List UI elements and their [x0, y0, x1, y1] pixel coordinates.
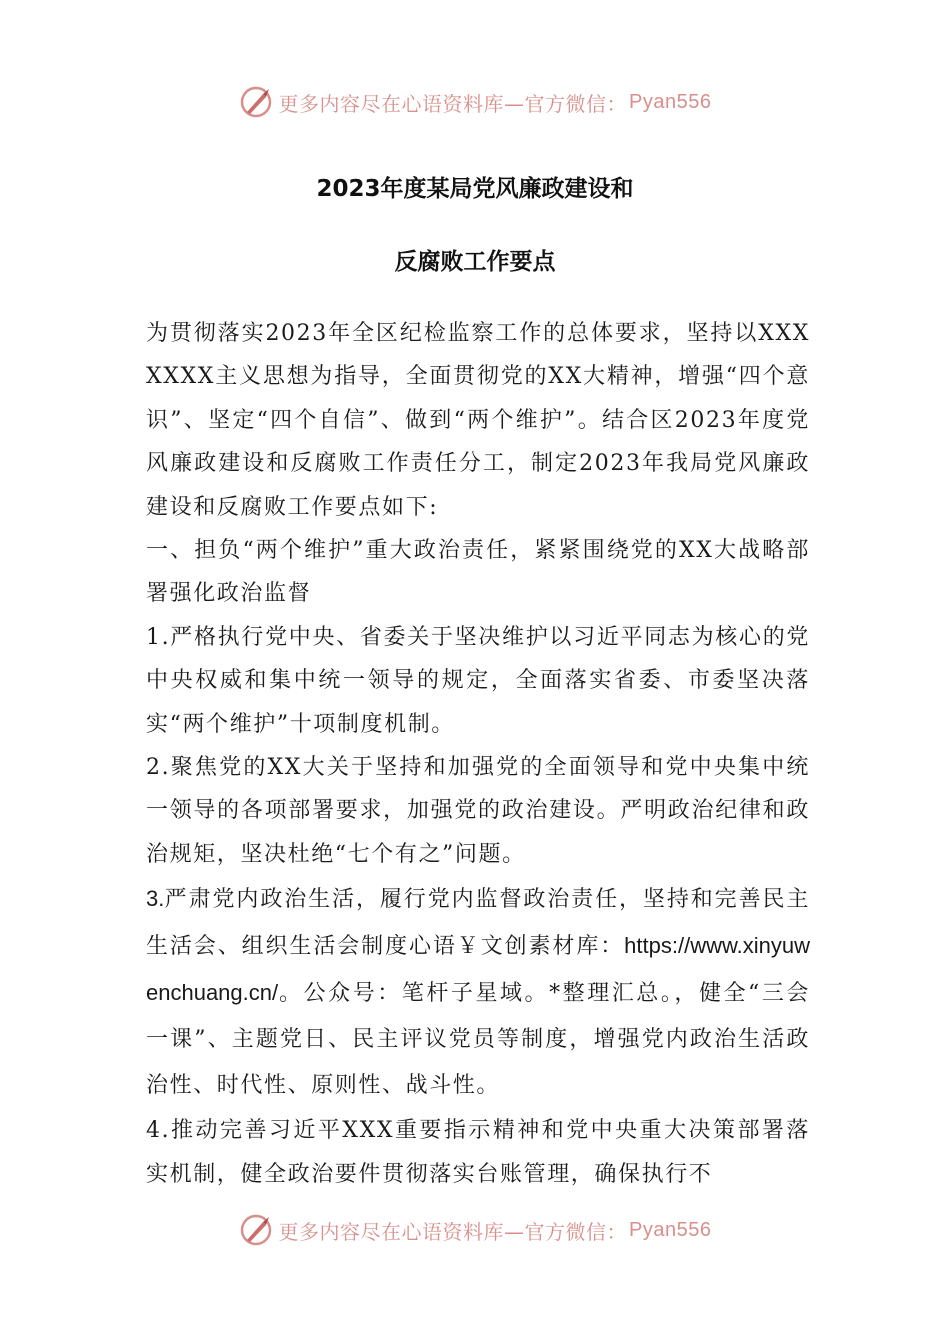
- paragraph-intro: 为贯彻落实2023年全区纪检监察工作的总体要求，坚持以XXXXXXX主义思想为指导，全面贯彻党的XX大精神，增强“四个意识”、坚定“四个自信”、做到“两个维护”。结合区2023年度党风廉政建设和反腐败工作责任分工，制定2023年我局党风廉政建设和反腐败工作要点如下:: [146, 321, 810, 520]
- watermark-footer: [0, 1210, 950, 1250]
- watermark-header: [0, 82, 950, 122]
- watermark-text: 更多内容尽在心语资料库—官方微信：: [278, 91, 628, 116]
- paragraph-item-1: 1.严格执行党中央、省委关于坚决维护以习近平同志为核心的党中央权威和集中统一领导的规定，全面落实省委、市委坚决落实“两个维护”十项制度机制。: [146, 624, 810, 737]
- watermark-text: 更多内容尽在心语资料库—官方微信：: [278, 1219, 628, 1244]
- paragraph-item-4: 4.推动完善习近平XXX重要指示精神和党中央重大决策部署落实机制，健全政治要件贯彻落实台账管理，确保执行不: [146, 1118, 810, 1187]
- quill-logo-icon: [239, 85, 273, 119]
- watermark-handle: Pyan556: [629, 90, 712, 113]
- watermark-handle: Pyan556: [629, 1218, 712, 1241]
- quill-logo-icon: [239, 1213, 273, 1247]
- paragraph-item-3: [146, 876, 810, 1109]
- paragraph-section-heading: 一、担负“两个维护”重大政治责任，紧紧围绕党的XX大战略部署强化政治监督: [146, 538, 810, 607]
- item-3-url: https://www.xinyuwenchuang.cn/: [146, 933, 810, 1006]
- item-3-number: 3.: [146, 886, 165, 912]
- document-title-line-1: 2023年度某局党风廉政建设和: [316, 176, 634, 202]
- document-body: [146, 312, 810, 1196]
- item-3-text-b: 。公众号：笔杆子星域。*整理汇总。，健全“三会一课”、主题党日、民主评议党员等制度，增强党内政治生活政治性、时代性、原则性、战斗性。: [146, 981, 810, 1099]
- document-title-line-2: 反腐败工作要点: [394, 249, 556, 275]
- paragraph-item-2: 2.聚焦党的XX大关于坚持和加强党的全面领导和党中央集中统一领导的各项部署要求，加强党的政治建设。严明政治纪律和政治规矩，坚决杜绝“七个有之”问题。: [146, 755, 810, 867]
- item-3-text-a: 严肃党内政治生活，履行党内监督政治责任，坚持和完善民主生活会、组织生活会制度心语￥文创素材库：: [146, 887, 810, 960]
